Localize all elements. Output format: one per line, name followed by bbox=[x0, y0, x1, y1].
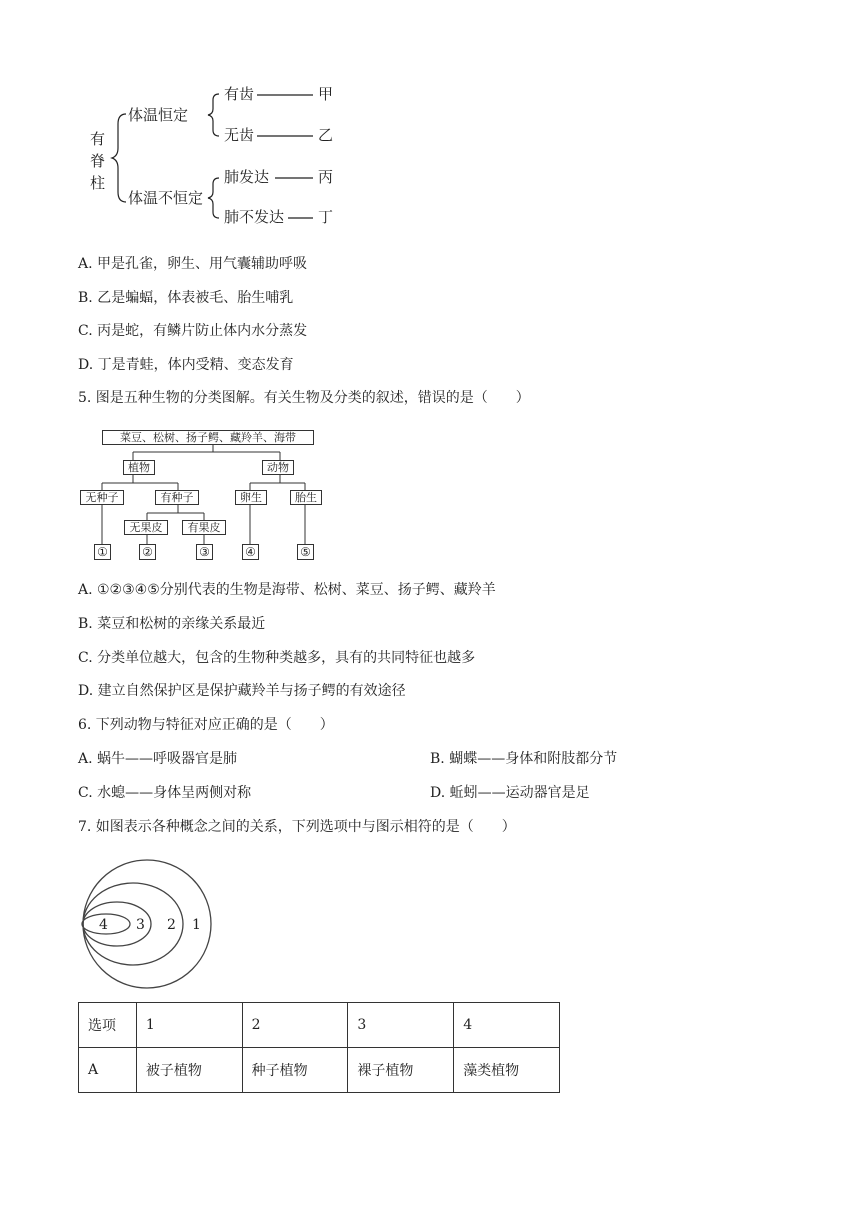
q5-tree-n5: ⑤ bbox=[297, 544, 314, 560]
q5-tree-n2: ② bbox=[139, 544, 156, 560]
q5-tree-nopeel: 无果皮 bbox=[124, 520, 168, 535]
q4-leaf-noteeth: 无齿 bbox=[224, 126, 255, 144]
q6-option-c: C. 水螅——身体呈两侧对称 bbox=[78, 785, 252, 801]
q4-leaf-nolung: 肺不发达 bbox=[224, 208, 285, 226]
table-header-cell: 3 bbox=[348, 1003, 454, 1048]
q7-concept-circles bbox=[80, 857, 220, 992]
q6-option-b: B. 蝴蝶——身体和附肢都分节 bbox=[430, 751, 618, 767]
table-header-cell: 1 bbox=[136, 1003, 242, 1048]
q7-circle-label-1: 1 bbox=[192, 917, 201, 933]
q4-option-b: B. 乙是蝙蝠，体表被毛、胎生哺乳 bbox=[78, 290, 294, 306]
table-row bbox=[79, 1048, 560, 1093]
q4-root-label: 有脊柱 bbox=[90, 130, 106, 192]
q7-circle-label-4: 4 bbox=[99, 917, 108, 933]
q5-tree-noseed: 无种子 bbox=[80, 490, 124, 505]
q6-stem: 6. 下列动物与特征对应正确的是（ ） bbox=[78, 717, 334, 733]
q4-option-d: D. 丁是青蛙，体内受精、变态发育 bbox=[78, 357, 294, 373]
table-cell: 藻类植物 bbox=[454, 1048, 560, 1093]
q4-leaf-teeth-end: 甲 bbox=[318, 85, 334, 103]
q4-leaf-nolung-end: 丁 bbox=[318, 208, 334, 226]
q4-option-c: C. 丙是蛇，有鳞片防止体内水分蒸发 bbox=[78, 323, 308, 339]
q4-branch-warm: 体温恒定 bbox=[128, 106, 189, 124]
q4-diagram bbox=[80, 78, 360, 233]
q5-stem: 5. 图是五种生物的分类图解。有关生物及分类的叙述，错误的是（ ） bbox=[78, 390, 530, 406]
q5-tree-n3: ③ bbox=[196, 544, 213, 560]
table-cell: 种子植物 bbox=[242, 1048, 348, 1093]
table-header-cell: 选项 bbox=[79, 1003, 137, 1048]
q5-tree-n1: ① bbox=[94, 544, 111, 560]
q4-leaf-lung: 肺发达 bbox=[224, 168, 270, 186]
q5-tree-n4: ④ bbox=[242, 544, 259, 560]
q4-leaf-noteeth-end: 乙 bbox=[318, 126, 334, 144]
table-header-cell: 4 bbox=[454, 1003, 560, 1048]
q7-circle-label-2: 2 bbox=[167, 917, 176, 933]
q6-option-d: D. 蚯蚓——运动器官是足 bbox=[430, 785, 590, 801]
q5-tree-animal: 动物 bbox=[262, 460, 294, 475]
table-cell: 裸子植物 bbox=[348, 1048, 454, 1093]
table-cell: A bbox=[79, 1048, 137, 1093]
table-header-cell: 2 bbox=[242, 1003, 348, 1048]
q4-branch-cold: 体温不恒定 bbox=[128, 189, 204, 207]
q5-classification-tree bbox=[85, 428, 332, 563]
q5-tree-seed: 有种子 bbox=[155, 490, 199, 505]
table-cell: 被子植物 bbox=[136, 1048, 242, 1093]
q4-leaf-teeth: 有齿 bbox=[224, 85, 255, 103]
q5-option-b: B. 菜豆和松树的亲缘关系最近 bbox=[78, 616, 266, 632]
q5-option-a: A. ①②③④⑤分别代表的生物是海带、松树、菜豆、扬子鳄、藏羚羊 bbox=[78, 582, 496, 598]
q7-stem: 7. 如图表示各种概念之间的关系，下列选项中与图示相符的是（ ） bbox=[78, 819, 516, 835]
q4-option-a: A. 甲是孔雀，卵生、用气囊辅助呼吸 bbox=[78, 256, 308, 272]
q5-tree-plant: 植物 bbox=[123, 460, 155, 475]
q7-options-table bbox=[78, 1002, 560, 1093]
q5-tree-egg: 卵生 bbox=[235, 490, 267, 505]
q5-option-c: C. 分类单位越大，包含的生物种类越多，具有的共同特征也越多 bbox=[78, 650, 476, 666]
q5-tree-root: 菜豆、松树、扬子鳄、藏羚羊、海带 bbox=[102, 430, 314, 445]
q5-tree-peel: 有果皮 bbox=[182, 520, 226, 535]
q6-option-a: A. 蜗牛——呼吸器官是肺 bbox=[78, 751, 238, 767]
q4-leaf-lung-end: 丙 bbox=[318, 168, 334, 186]
q7-circle-label-3: 3 bbox=[136, 917, 145, 933]
q5-tree-viviparous: 胎生 bbox=[290, 490, 322, 505]
q5-option-d: D. 建立自然保护区是保护藏羚羊与扬子鳄的有效途径 bbox=[78, 683, 406, 699]
table-header-row bbox=[79, 1003, 560, 1048]
